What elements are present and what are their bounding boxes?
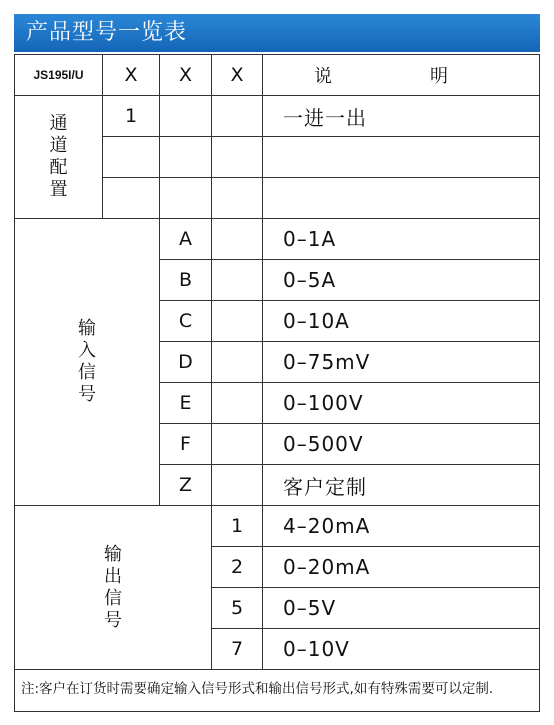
- channel-code: 1: [103, 96, 160, 137]
- input-desc: 0–10A: [263, 301, 540, 342]
- channel-desc: 一进一出: [263, 96, 540, 137]
- input-desc: 0–1A: [263, 219, 540, 260]
- channel-config-label: 通 道 配 置: [15, 96, 103, 219]
- input-code: D: [160, 342, 212, 383]
- output-desc: 0–10V: [263, 629, 540, 670]
- input-desc: 0–500V: [263, 424, 540, 465]
- channel-code: [103, 178, 160, 219]
- input-code: E: [160, 383, 212, 424]
- output-code: 7: [212, 629, 263, 670]
- input-code: Z: [160, 465, 212, 506]
- output-desc: 4–20mA: [263, 506, 540, 547]
- input-code: F: [160, 424, 212, 465]
- explain-header: 说 明: [263, 55, 540, 96]
- model-code-cell: JS195I/U: [15, 55, 103, 96]
- output-code: 2: [212, 547, 263, 588]
- header-row: [15, 55, 540, 96]
- placeholder-x1: X: [103, 55, 160, 96]
- output-desc: 0–5V: [263, 588, 540, 629]
- output-code: 1: [212, 506, 263, 547]
- input-desc: 客户定制: [263, 465, 540, 506]
- input-desc: 0–75mV: [263, 342, 540, 383]
- input-desc: 0–5A: [263, 260, 540, 301]
- placeholder-x3: X: [212, 55, 263, 96]
- table-row: [15, 96, 540, 137]
- channel-code: [103, 137, 160, 178]
- output-signal-label: 输 出 信 号: [15, 506, 212, 670]
- input-desc: 0–100V: [263, 383, 540, 424]
- input-code: A: [160, 219, 212, 260]
- output-desc: 0–20mA: [263, 547, 540, 588]
- input-code: B: [160, 260, 212, 301]
- table-row: [15, 506, 540, 547]
- output-code: 5: [212, 588, 263, 629]
- input-signal-label: 输 入 信 号: [15, 219, 160, 506]
- table-row: [15, 219, 540, 260]
- ordering-note: 注:客户在订货时需要确定输入信号形式和输出信号形式,如有特殊需要可以定制.: [14, 668, 540, 712]
- channel-desc: [263, 178, 540, 219]
- table-title: 产品型号一览表: [14, 14, 540, 52]
- input-code: C: [160, 301, 212, 342]
- channel-desc: [263, 137, 540, 178]
- placeholder-x2: X: [160, 55, 212, 96]
- model-table: [14, 54, 540, 670]
